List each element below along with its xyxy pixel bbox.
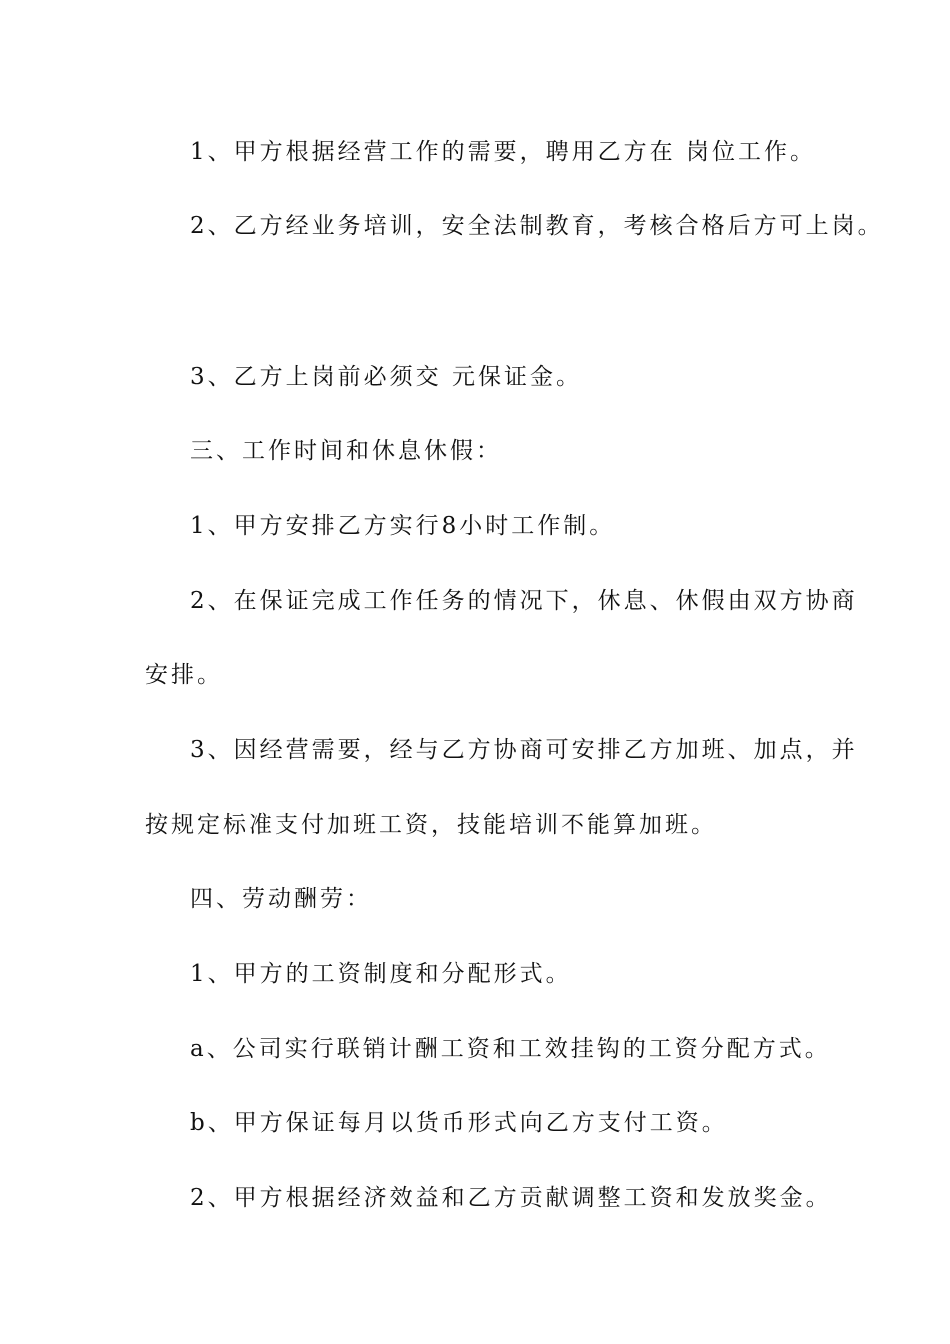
paragraph-line: 安排。 [145,662,223,688]
paragraph-line: 2、乙方经业务培训，安全法制教育，考核合格后方可上岗。 [190,213,884,239]
paragraph-line: 2、甲方根据经济效益和乙方贡献调整工资和发放奖金。 [190,1185,832,1211]
paragraph-line: 3、因经营需要，经与乙方协商可安排乙方加班、加点，并 [190,737,858,763]
paragraph-line: 1、甲方的工资制度和分配形式。 [190,961,572,987]
paragraph-line: 3、乙方上岗前必须交 元保证金。 [190,364,582,390]
paragraph-line: 1、甲方安排乙方实行8小时工作制。 [190,513,616,539]
paragraph-line: 按规定标准支付加班工资，技能培训不能算加班。 [145,812,717,838]
paragraph-line: 1、甲方根据经营工作的需要，聘用乙方在 岗位工作。 [190,139,816,165]
paragraph-line: b、甲方保证每月以货币形式向乙方支付工资。 [190,1110,728,1136]
paragraph-line: a、公司实行联销计酬工资和工效挂钩的工资分配方式。 [190,1036,831,1062]
section-heading: 三、工作时间和休息休假： [190,438,502,464]
paragraph-line: 2、在保证完成工作任务的情况下，休息、休假由双方协商 [190,588,858,614]
section-heading: 四、劳动酬劳： [190,886,372,912]
